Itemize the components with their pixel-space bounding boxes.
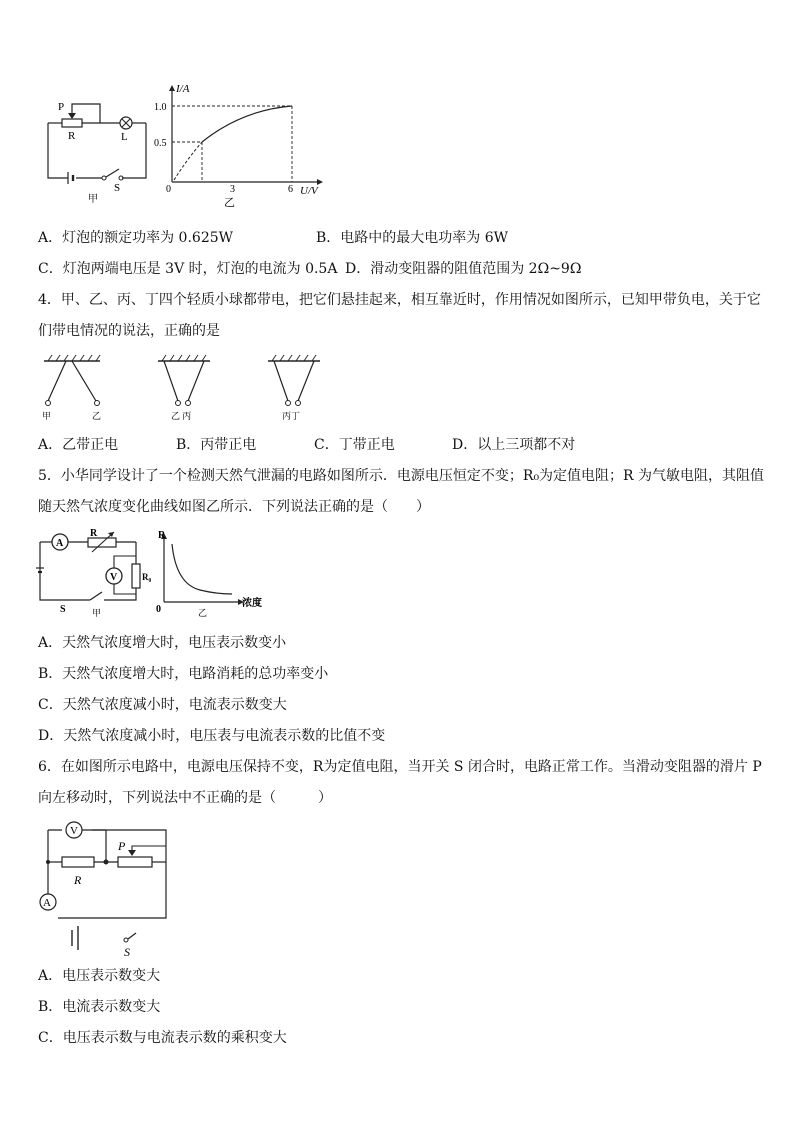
ball-label-yi-bing: 乙 丙 [171,411,192,421]
label-S: S [114,182,121,194]
caption-jia-q5: 甲 [92,608,102,618]
q4-option-d: D．以上三项都不对 [452,437,576,453]
q5-option-c: C．天然气浓度减小时，电流表示数变大 [38,697,287,713]
fixed-resistor-label: R₀ [142,572,152,582]
ball-label-bing-ding: 丙丁 [282,411,301,421]
q3-option-c: C．灯泡两端电压是 3V 时，灯泡的电流为 0.5A [38,261,338,277]
slider-label-P: P [118,839,126,853]
q4-stem-line2: 们带电情况的说法，正确的是 [38,323,220,339]
ammeter-label: A [56,538,64,549]
q4-option-b: B．丙带正电 [176,437,257,453]
tick-3: 3 [230,184,235,195]
y-axis-label: I/A [176,83,190,95]
q4-option-c: C．丁带正电 [314,437,395,453]
label-L: L [121,131,128,143]
r-axis-label: R [158,530,166,541]
gas-sensor-circuit [36,528,156,618]
resistance-concentration-graph [154,532,274,618]
q5-option-b: B．天然气浓度增大时，电路消耗的总功率变小 [38,666,329,682]
ball-label-jia: 甲 [42,411,52,421]
switch-label: S [60,604,66,615]
origin-label: 0 [156,604,161,615]
switch-label-q6: S [124,945,130,959]
label-R: R [68,130,76,142]
label-P: P [58,101,65,113]
ammeter-label-q6: A [43,897,51,909]
x-axis-label: U/V [300,185,318,197]
caption-jia: 甲 [88,194,98,205]
tick-0: 0 [166,184,171,195]
q3-option-a: A．灯泡的额定功率为 0.625W [38,230,234,246]
caption-yi: 乙 [224,197,235,209]
tick-0-5: 0.5 [154,138,167,149]
q4-option-a: A．乙带正电 [38,437,119,453]
voltmeter-label-q6: V [70,825,78,837]
slider-circuit-figure [36,818,176,958]
q4-stem-line1: 4．甲、乙、丙、丁四个轻质小球都带电，把它们悬挂起来，相互靠近时，作用情况如图所示，已知甲带负电，关于它 [38,292,761,308]
tick-1-0: 1.0 [154,102,167,113]
ball-label-yi: 乙 [92,411,102,421]
q5-option-a: A．天然气浓度增大时，电压表示数变小 [38,635,287,651]
q6-option-a: A．电压表示数变大 [38,968,161,984]
iu-graph-yi [152,82,332,212]
charged-balls-figure [40,355,330,423]
concentration-axis-label: 浓度 [242,598,262,609]
caption-yi-q5: 乙 [198,608,208,618]
q6-option-b: B．电流表示数变大 [38,999,161,1015]
q5-option-d: D．天然气浓度减小时，电压表与电流表示数的比值不变 [38,728,386,744]
voltmeter-label: V [110,572,118,583]
q6-stem-line1: 6．在如图所示电路中，电源电压保持不变，R为定值电阻，当开关 S 闭合时，电路正常工作。当滑动变阻器的滑片 P [38,759,762,775]
resistor-label-R: R [74,873,82,887]
tick-6: 6 [288,184,293,195]
q5-stem-line2: 随天然气浓度变化曲线如图乙所示．下列说法正确的是（ ） [38,499,430,515]
circuit-diagram-jia [40,98,160,203]
q3-option-b: B．电路中的最大电功率为 6W [316,230,509,246]
sensor-resistor-label: R [90,528,98,539]
q6-option-c: C．电压表示数与电流表示数的乘积变大 [38,1030,287,1046]
q6-stem-line2: 向左移动时，下列说法中不正确的是（ ） [38,790,332,806]
q3-option-d: D．滑动变阻器的阻值范围为 2Ω~9Ω [345,261,582,277]
q5-stem-line1: 5．小华同学设计了一个检测天然气泄漏的电路如图所示．电源电压恒定不变；R₀为定值电阻；R 为气敏电阻，其阻值 [38,468,765,484]
